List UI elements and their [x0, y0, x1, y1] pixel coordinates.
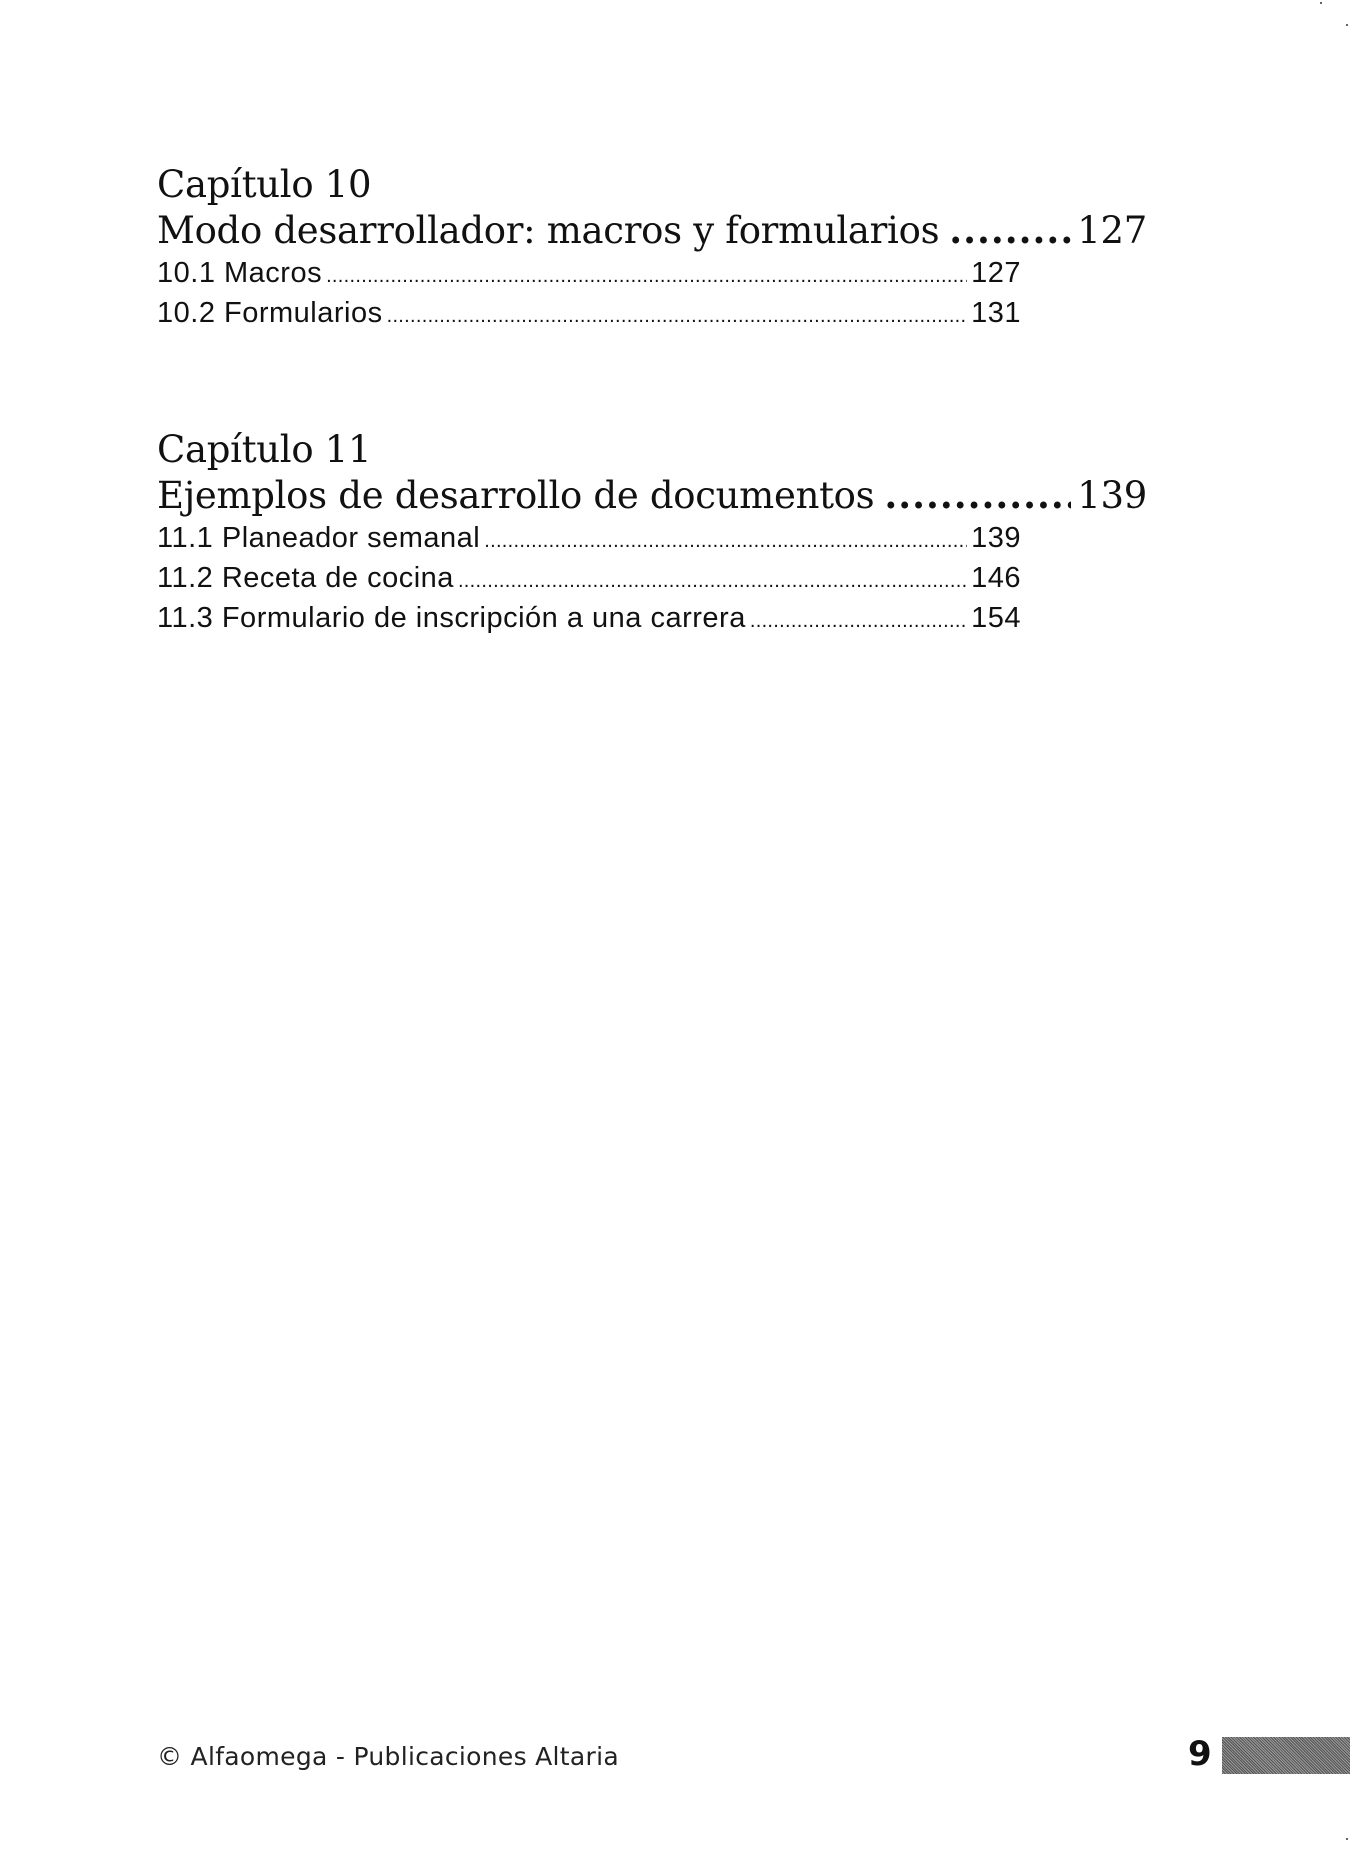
chapter-title-row[interactable] [157, 472, 1147, 518]
chapter-label: Capítulo 10 [157, 163, 372, 206]
page-number: 9 [1188, 1734, 1212, 1774]
page-tab-bar [1222, 1737, 1350, 1774]
dot-leader [949, 207, 1071, 253]
dot-leader [750, 598, 967, 641]
section-title: 10.2 Formularios [157, 297, 383, 329]
section-title: 11.3 Formulario de inscripción a una carrera [157, 602, 746, 634]
section-page-number: 139 [971, 522, 1021, 554]
section-page-number: 127 [971, 257, 1021, 289]
toc-section-row[interactable] [157, 253, 1021, 293]
toc-chapter-10 [157, 163, 1147, 333]
chapter-label: Capítulo 11 [157, 428, 372, 471]
dot-leader [326, 253, 967, 296]
toc-section-row[interactable] [157, 518, 1021, 558]
toc-section-row[interactable] [157, 558, 1021, 598]
section-page-number: 154 [971, 602, 1021, 634]
footer-copyright: © Alfaomega - Publicaciones Altaria [157, 1742, 619, 1771]
scan-mark [1346, 1838, 1348, 1840]
toc-chapter-11 [157, 428, 1147, 638]
scan-mark [1346, 24, 1348, 26]
chapter-title: Ejemplos de desarrollo de documentos [157, 474, 875, 517]
chapter-page-number: 127 [1077, 209, 1147, 252]
scan-mark [1320, 2, 1322, 4]
dot-leader [387, 293, 968, 336]
section-page-number: 131 [971, 297, 1021, 329]
chapter-title: Modo desarrollador: macros y formularios [157, 209, 940, 252]
toc-section-row[interactable] [157, 293, 1021, 333]
section-title: 11.2 Receta de cocina [157, 562, 454, 594]
dot-leader [484, 518, 967, 561]
chapter-page-number: 139 [1077, 474, 1147, 517]
section-page-number: 146 [971, 562, 1021, 594]
dot-leader [884, 472, 1071, 518]
section-title: 10.1 Macros [157, 257, 323, 289]
toc-section-row[interactable] [157, 598, 1021, 638]
dot-leader [458, 558, 967, 601]
section-title: 11.1 Planeador semanal [157, 522, 481, 554]
chapter-title-row[interactable] [157, 207, 1147, 253]
